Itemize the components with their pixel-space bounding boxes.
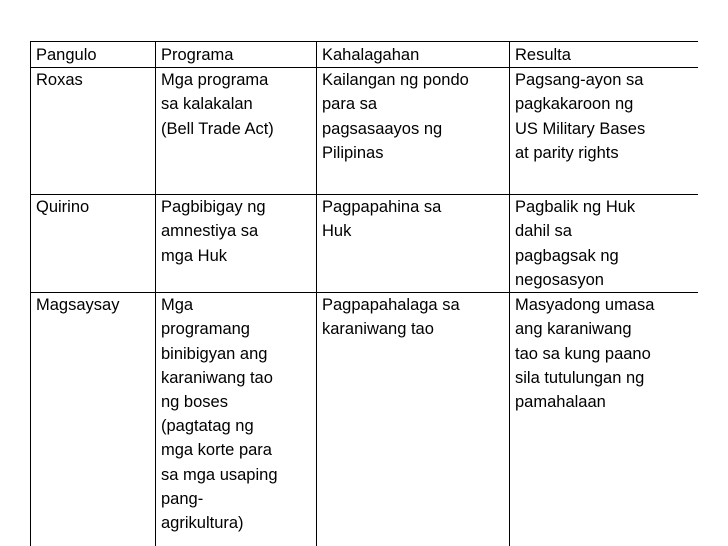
cell-pangulo	[31, 293, 156, 546]
presidents-table	[30, 41, 698, 546]
table-row	[31, 68, 699, 195]
cell-line: binibigyan ang	[161, 344, 268, 363]
table-header-row	[31, 42, 699, 68]
cell-line: Pilipinas	[322, 143, 384, 162]
cell-line: karaniwang tao	[322, 320, 434, 339]
cell-resulta	[510, 68, 699, 195]
cell-line: Mga programa	[161, 71, 269, 90]
cell-line: Pagbibigay ng	[161, 198, 266, 217]
presidents-table-container	[30, 41, 698, 546]
cell-line: pagbagsak ng	[515, 246, 619, 265]
cell-line: Magsaysay	[36, 296, 120, 315]
cell-line: pagkakaroon ng	[515, 95, 634, 114]
cell-line: sa mga usaping	[161, 465, 278, 484]
cell-line: Pagsang-ayon sa	[515, 71, 644, 90]
cell-programa	[156, 293, 317, 546]
cell-line: sa kalakalan	[161, 95, 253, 114]
cell-line: sila tutulungan ng	[515, 368, 645, 387]
cell-kahalagahan	[317, 195, 510, 293]
cell-line: US Military Bases	[515, 119, 646, 138]
header-resulta: Resulta	[510, 42, 699, 68]
cell-line: Pagpapahalaga sa	[322, 296, 460, 315]
cell-line: Roxas	[36, 71, 83, 90]
cell-line: Huk	[322, 222, 352, 241]
cell-line: (Bell Trade Act)	[161, 119, 274, 138]
cell-line: mga korte para	[161, 441, 272, 460]
cell-kahalagahan	[317, 293, 510, 546]
cell-line: tao sa kung paano	[515, 344, 651, 363]
cell-line: Pagpapahina sa	[322, 198, 442, 217]
cell-line: dahil sa	[515, 222, 572, 241]
cell-line: programang	[161, 320, 250, 339]
cell-line: para sa	[322, 95, 378, 114]
cell-line: mga Huk	[161, 246, 228, 265]
cell-programa	[156, 195, 317, 293]
cell-line: at parity rights	[515, 143, 619, 162]
cell-line: Mga	[161, 296, 194, 315]
cell-line: karaniwang tao	[161, 368, 273, 387]
cell-resulta	[510, 293, 699, 546]
cell-line: ang karaniwang	[515, 320, 632, 339]
cell-resulta	[510, 195, 699, 293]
cell-kahalagahan	[317, 68, 510, 195]
cell-programa	[156, 68, 317, 195]
cell-line: Quirino	[36, 198, 90, 217]
cell-line: Kailangan ng pondo	[322, 71, 469, 90]
cell-pangulo	[31, 195, 156, 293]
cell-line: pang-	[161, 489, 204, 508]
cell-line: Masyadong umasa	[515, 296, 655, 315]
cell-line: amnestiya sa	[161, 222, 259, 241]
cell-line: Pagbalik ng Huk	[515, 198, 636, 217]
cell-line: pamahalaan	[515, 393, 606, 412]
header-kahalagahan: Kahalagahan	[317, 42, 510, 68]
table-row	[31, 195, 699, 293]
header-programa: Programa	[156, 42, 317, 68]
cell-line: (pagtatag ng	[161, 417, 254, 436]
table-row	[31, 293, 699, 546]
header-pangulo: Pangulo	[31, 42, 156, 68]
cell-pangulo	[31, 68, 156, 195]
cell-line: pagsasaayos ng	[322, 119, 443, 138]
cell-line: negosasyon	[515, 270, 604, 289]
cell-line: agrikultura)	[161, 514, 244, 533]
cell-line: ng boses	[161, 393, 228, 412]
